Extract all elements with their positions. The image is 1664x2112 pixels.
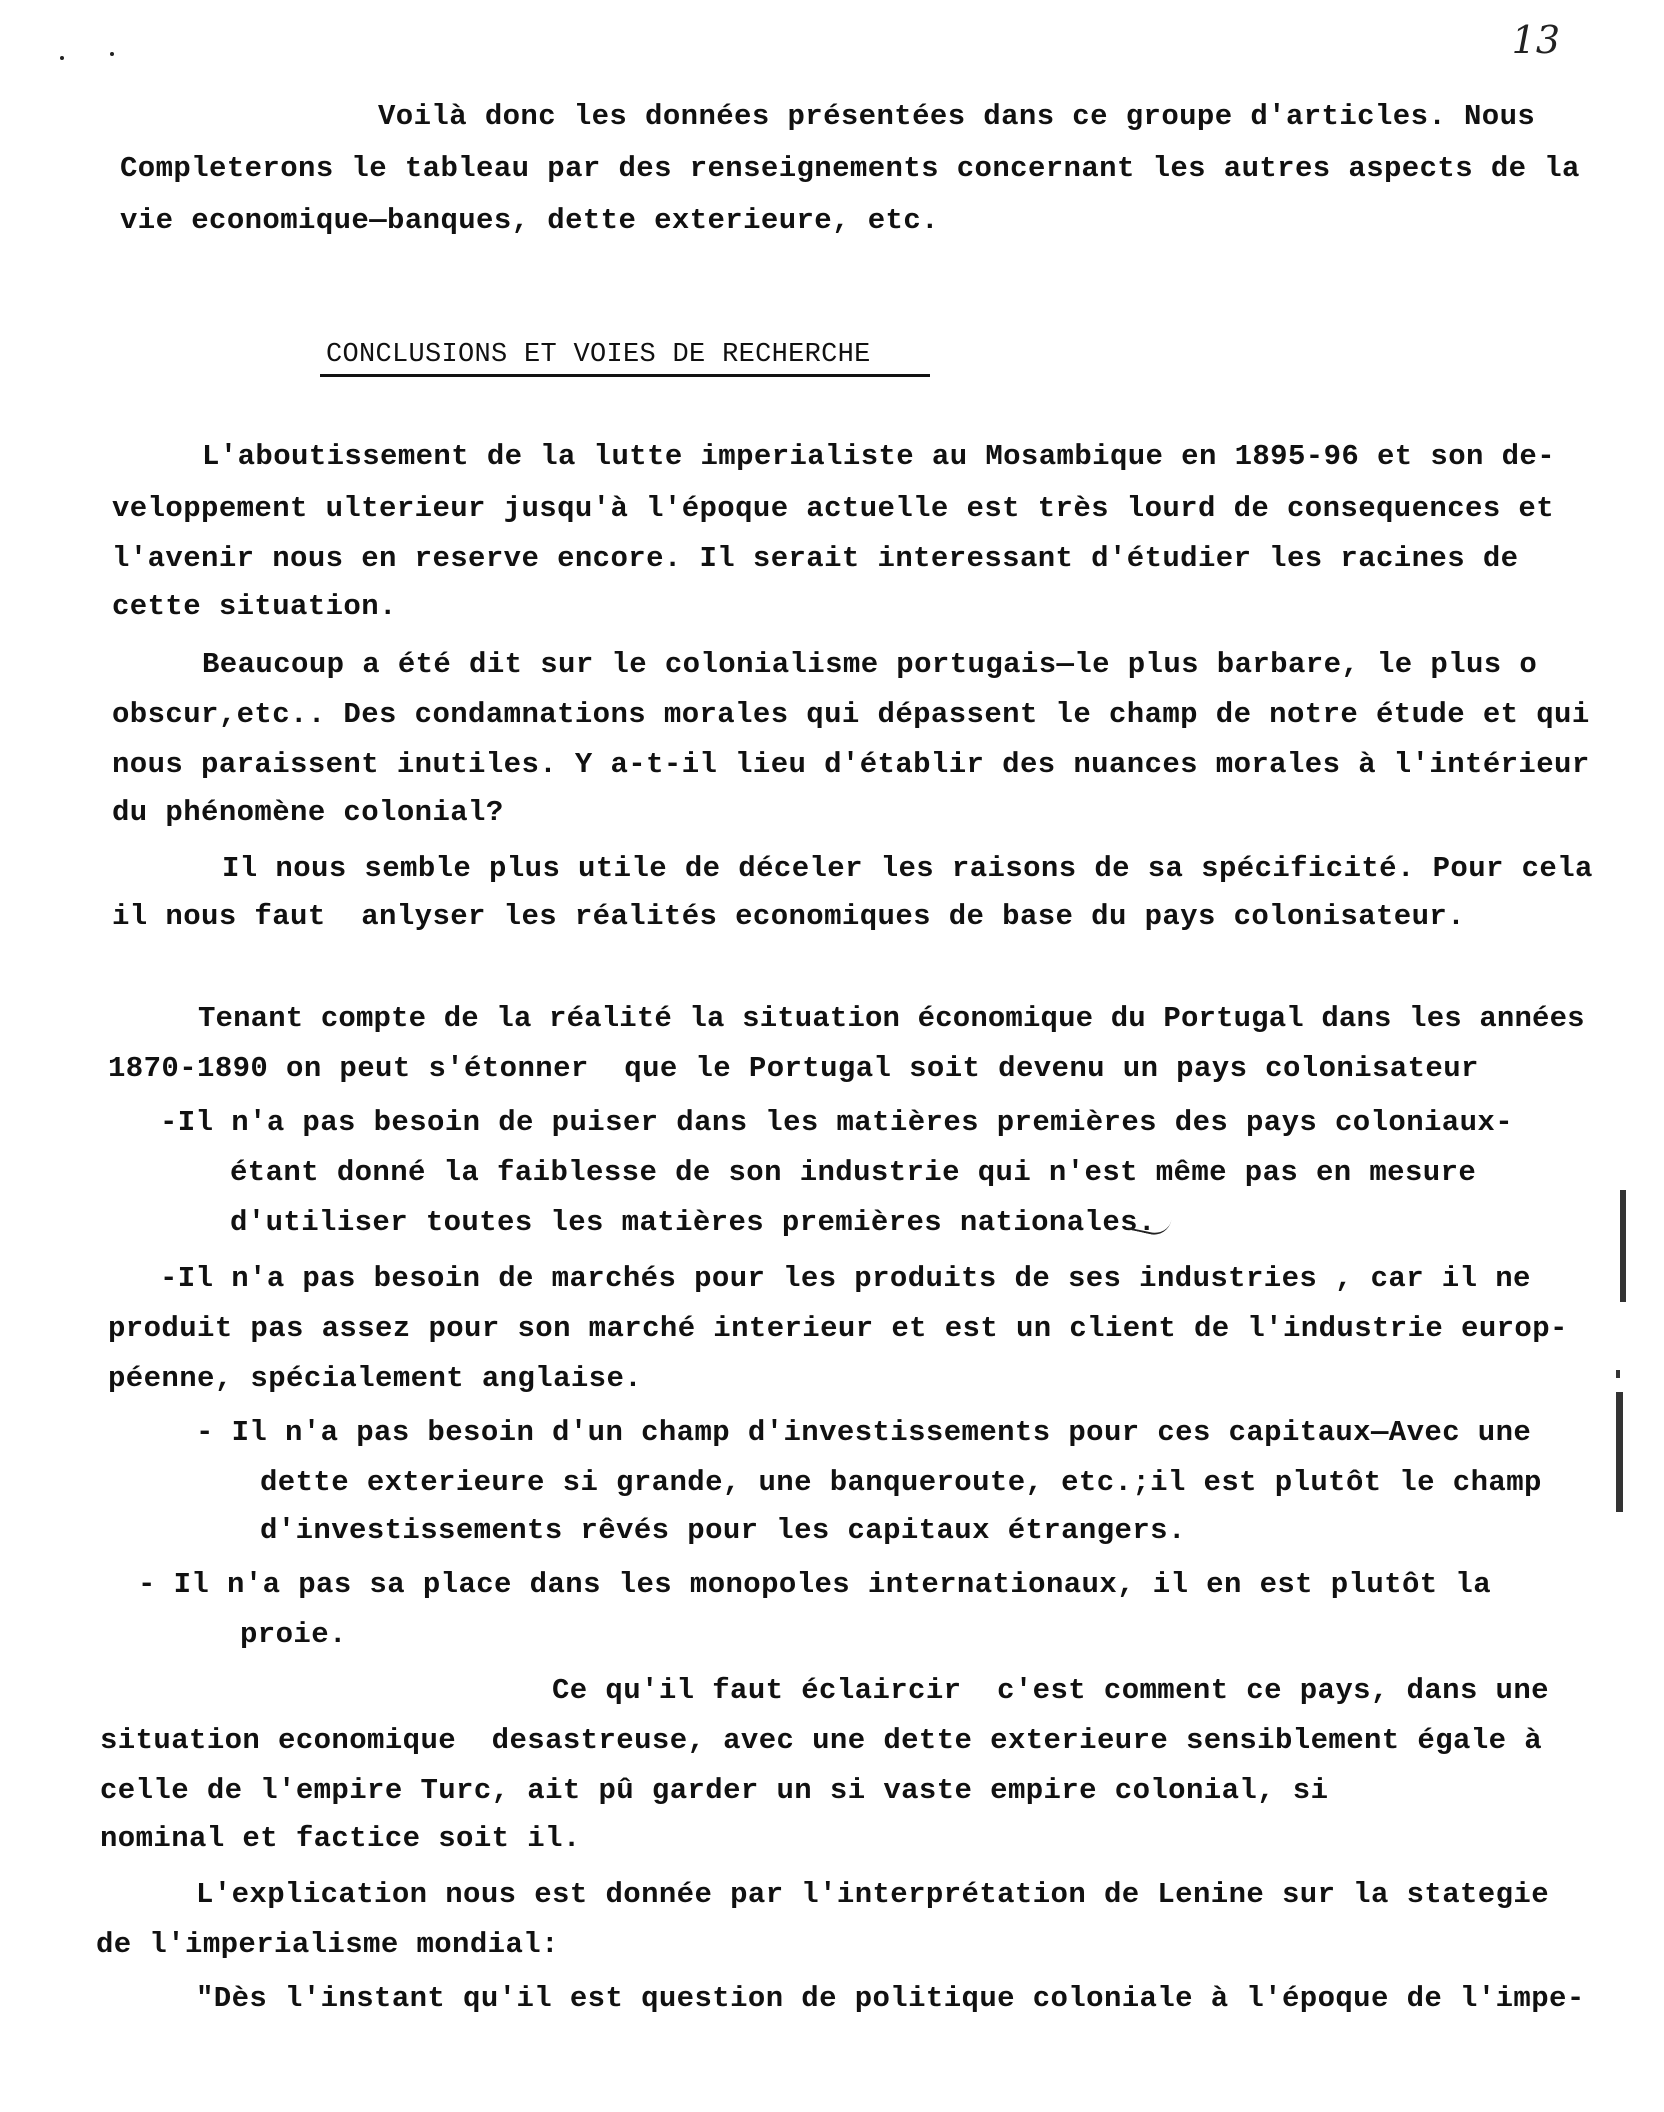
intro-line: Voilà donc les données présentées dans ce groupe d'articles. Nous (378, 100, 1536, 133)
paragraph-line: obscur,etc.. Des condamnations morales qui dépassent le champ de notre étude et qui (112, 698, 1590, 731)
paragraph-line: nous paraissent inutiles. Y a-t-il lieu d'établir des nuances morales à l'intérieur (112, 748, 1590, 781)
paragraph-line: il nous faut anlyser les réalités economiques de base du pays colonisateur. (112, 900, 1466, 933)
bullet-line: dette exterieure si grande, une banqueroute, etc.;il est plutôt le champ (260, 1466, 1542, 1499)
paragraph-line: situation economique desastreuse, avec une dette exterieure sensiblement égale à (100, 1724, 1543, 1757)
paragraph-line: 1870-1890 on peut s'étonner que le Portugal soit devenu un pays colonisateur (108, 1052, 1479, 1085)
bullet-line: proie. (240, 1618, 347, 1651)
paragraph-line: cette situation. (112, 590, 397, 623)
paragraph-line: veloppement ulterieur jusqu'à l'époque actuelle est très lourd de consequences et (112, 492, 1555, 525)
intro-line: Completerons le tableau par des renseignements concernant les autres aspects de la (120, 152, 1580, 185)
paragraph-line: l'avenir nous en reserve encore. Il serait interessant d'étudier les racines de (112, 542, 1519, 575)
paragraph-line: Tenant compte de la réalité la situation économique du Portugal dans les années (198, 1002, 1585, 1035)
section-heading: CONCLUSIONS ET VOIES DE RECHERCHE (326, 340, 871, 370)
page-number: 13 (1511, 18, 1560, 62)
scan-dot-mark (60, 56, 64, 60)
bullet-line: péenne, spécialement anglaise. (108, 1362, 643, 1395)
bullet-line: - Il n'a pas besoin d'un champ d'investissements pour ces capitaux—Avec une (196, 1416, 1532, 1449)
paragraph-line: L'aboutissement de la lutte imperialiste au Mosambique en 1895-96 et son de- (202, 440, 1556, 473)
paragraph-line: Il nous semble plus utile de déceler les raisons de sa spécificité. Pour cela (222, 852, 1593, 885)
paragraph-line: Ce qu'il faut éclaircir c'est comment ce pays, dans une (552, 1674, 1549, 1707)
bullet-line: produit pas assez pour son marché interieur et est un client de l'industrie europ- (108, 1312, 1568, 1345)
intro-line: vie economique—banques, dette exterieure, etc. (120, 204, 939, 237)
paragraph-line: nominal et factice soit il. (100, 1822, 581, 1855)
bullet-line: -Il n'a pas besoin de puiser dans les matières premières des pays coloniaux- (160, 1106, 1514, 1139)
heading-underline (320, 374, 930, 377)
quote-line: "Dès l'instant qu'il est question de politique coloniale à l'époque de l'impe- (196, 1982, 1585, 2015)
bullet-line: étant donné la faiblesse de son industrie qui n'est même pas en mesure (230, 1156, 1477, 1189)
bullet-line: d'utiliser toutes les matières premières nationales. (230, 1206, 1156, 1239)
bullet-line: d'investissements rêvés pour les capitaux étrangers. (260, 1514, 1186, 1547)
bullet-line: - Il n'a pas sa place dans les monopoles internationaux, il en est plutôt la (138, 1568, 1492, 1601)
paragraph-line: Beaucoup a été dit sur le colonialisme portugais—le plus barbare, le plus o (202, 648, 1538, 681)
scan-dot-mark (110, 52, 114, 56)
bullet-line: -Il n'a pas besoin de marchés pour les produits de ses industries , car il ne (160, 1262, 1531, 1295)
scan-edge-mark (1620, 1190, 1626, 1302)
scan-edge-mark (1616, 1392, 1623, 1512)
paragraph-line: celle de l'empire Turc, ait pû garder un si vaste empire colonial, si (100, 1774, 1329, 1807)
paragraph-line: de l'imperialisme mondial: (96, 1928, 559, 1961)
scan-edge-mark (1616, 1370, 1620, 1378)
paragraph-line: L'explication nous est donnée par l'interprétation de Lenine sur la stategie (196, 1878, 1550, 1911)
paragraph-line: du phénomène colonial? (112, 796, 504, 829)
